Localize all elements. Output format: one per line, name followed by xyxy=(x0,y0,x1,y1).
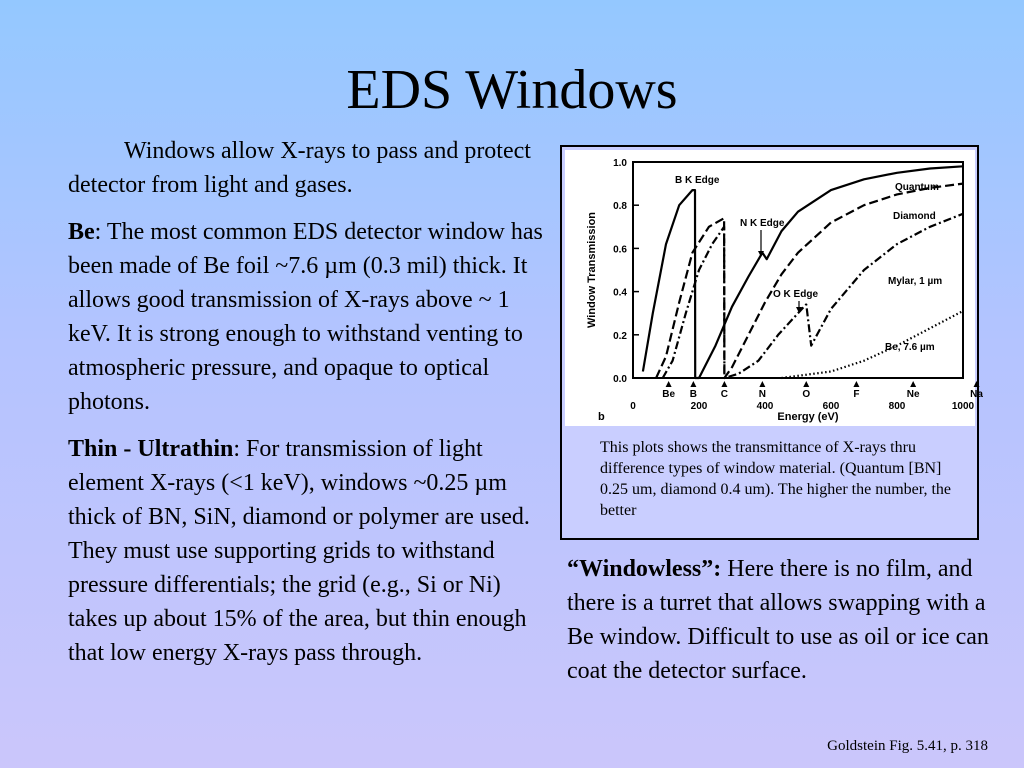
element-marker-arrow xyxy=(910,381,916,387)
element-marker-label: Ne xyxy=(906,389,920,400)
element-marker-label: Na xyxy=(970,389,983,400)
element-marker-label: N xyxy=(758,389,766,400)
transmission-chart xyxy=(565,150,983,426)
element-marker-arrow xyxy=(666,381,672,387)
y-axis-label: Window Transmission xyxy=(586,211,598,329)
x-tick-label: 200 xyxy=(690,401,708,412)
element-marker-label: F xyxy=(853,389,860,400)
y-tick-label: 0.6 xyxy=(613,244,627,256)
element-marker-label: Be xyxy=(662,389,676,400)
windowless-label: “Windowless”: xyxy=(567,556,722,582)
y-tick-label: 0.8 xyxy=(613,201,627,213)
windowless-text: Here there is no film, and there is a turret that allows swapping with a Be window. Difficult to use as oil or ice can coat the detector surface. xyxy=(567,556,989,684)
x-tick-label: 400 xyxy=(756,401,774,412)
panel-label: b xyxy=(598,411,605,423)
y-tick-label: 0.0 xyxy=(613,374,627,385)
edge-annotation: B K Edge xyxy=(675,175,720,186)
x-tick-label: 0 xyxy=(630,401,636,412)
y-tick-label: 0.2 xyxy=(613,330,627,342)
thin-text: : For transmission of light element X-rays (<1 keV), windows ~0.25 µm thick of BN, SiN, diamond or polymer are used. They must use supporting grids to withstand pressure differentials; the grid (e.g., Si or Ni) takes up about 15% of the area, but thin enough that low energy X-rays pass through. xyxy=(68,436,530,666)
intro-paragraph: Windows allow X-rays to pass and protect detector from light and gases. xyxy=(68,138,531,198)
series-label: Be, 7.6 µm xyxy=(885,342,935,353)
y-tick-label: 0.4 xyxy=(613,287,627,299)
element-marker-arrow xyxy=(803,381,809,387)
figure-caption: This plots shows the transmittance of X-rays thru difference types of window material. (Quantum [BN] 0.25 um, diamond 0.4 um). The higher the number, the better xyxy=(600,439,951,519)
slide-title: EDS Windows xyxy=(346,59,678,121)
x-tick-label: 600 xyxy=(822,401,840,412)
series-label: Diamond xyxy=(893,211,936,222)
thin-paragraph xyxy=(68,432,548,670)
be-paragraph xyxy=(68,215,548,419)
citation: Goldstein Fig. 5.41, p. 318 xyxy=(827,738,988,754)
element-marker-arrow xyxy=(759,381,765,387)
edge-annotation: N K Edge xyxy=(740,218,785,229)
series-label: Mylar, 1 µm xyxy=(888,276,943,287)
edge-annotation: O K Edge xyxy=(773,289,819,300)
x-tick-label: 1000 xyxy=(951,401,975,412)
element-marker-arrow xyxy=(853,381,859,387)
figure-panel xyxy=(560,145,983,540)
element-marker-label: C xyxy=(720,389,729,400)
y-tick-label: 1.0 xyxy=(613,158,627,169)
x-axis-label: Energy (eV) xyxy=(777,411,839,423)
chart-svg xyxy=(565,150,983,426)
thin-label: Thin - Ultrathin xyxy=(68,436,234,462)
windowless-paragraph xyxy=(567,552,997,688)
element-marker-arrow xyxy=(974,381,980,387)
element-marker-arrow xyxy=(721,381,727,387)
be-label: Be xyxy=(68,219,95,245)
left-text-column xyxy=(68,134,548,683)
element-marker-arrow xyxy=(690,381,696,387)
be-text: : The most common EDS detector window has been made of Be foil ~7.6 µm (0.3 mil) thick. It allows good transmission of X-rays above ~ 1 keV. It is strong enough to withstand venting to atmospheric pressure, and opaque to optical photons. xyxy=(68,219,543,415)
element-marker-label: B xyxy=(689,389,698,400)
series-label: Quantum xyxy=(895,182,939,193)
element-marker-label: O xyxy=(802,389,811,400)
x-tick-label: 800 xyxy=(888,401,906,412)
